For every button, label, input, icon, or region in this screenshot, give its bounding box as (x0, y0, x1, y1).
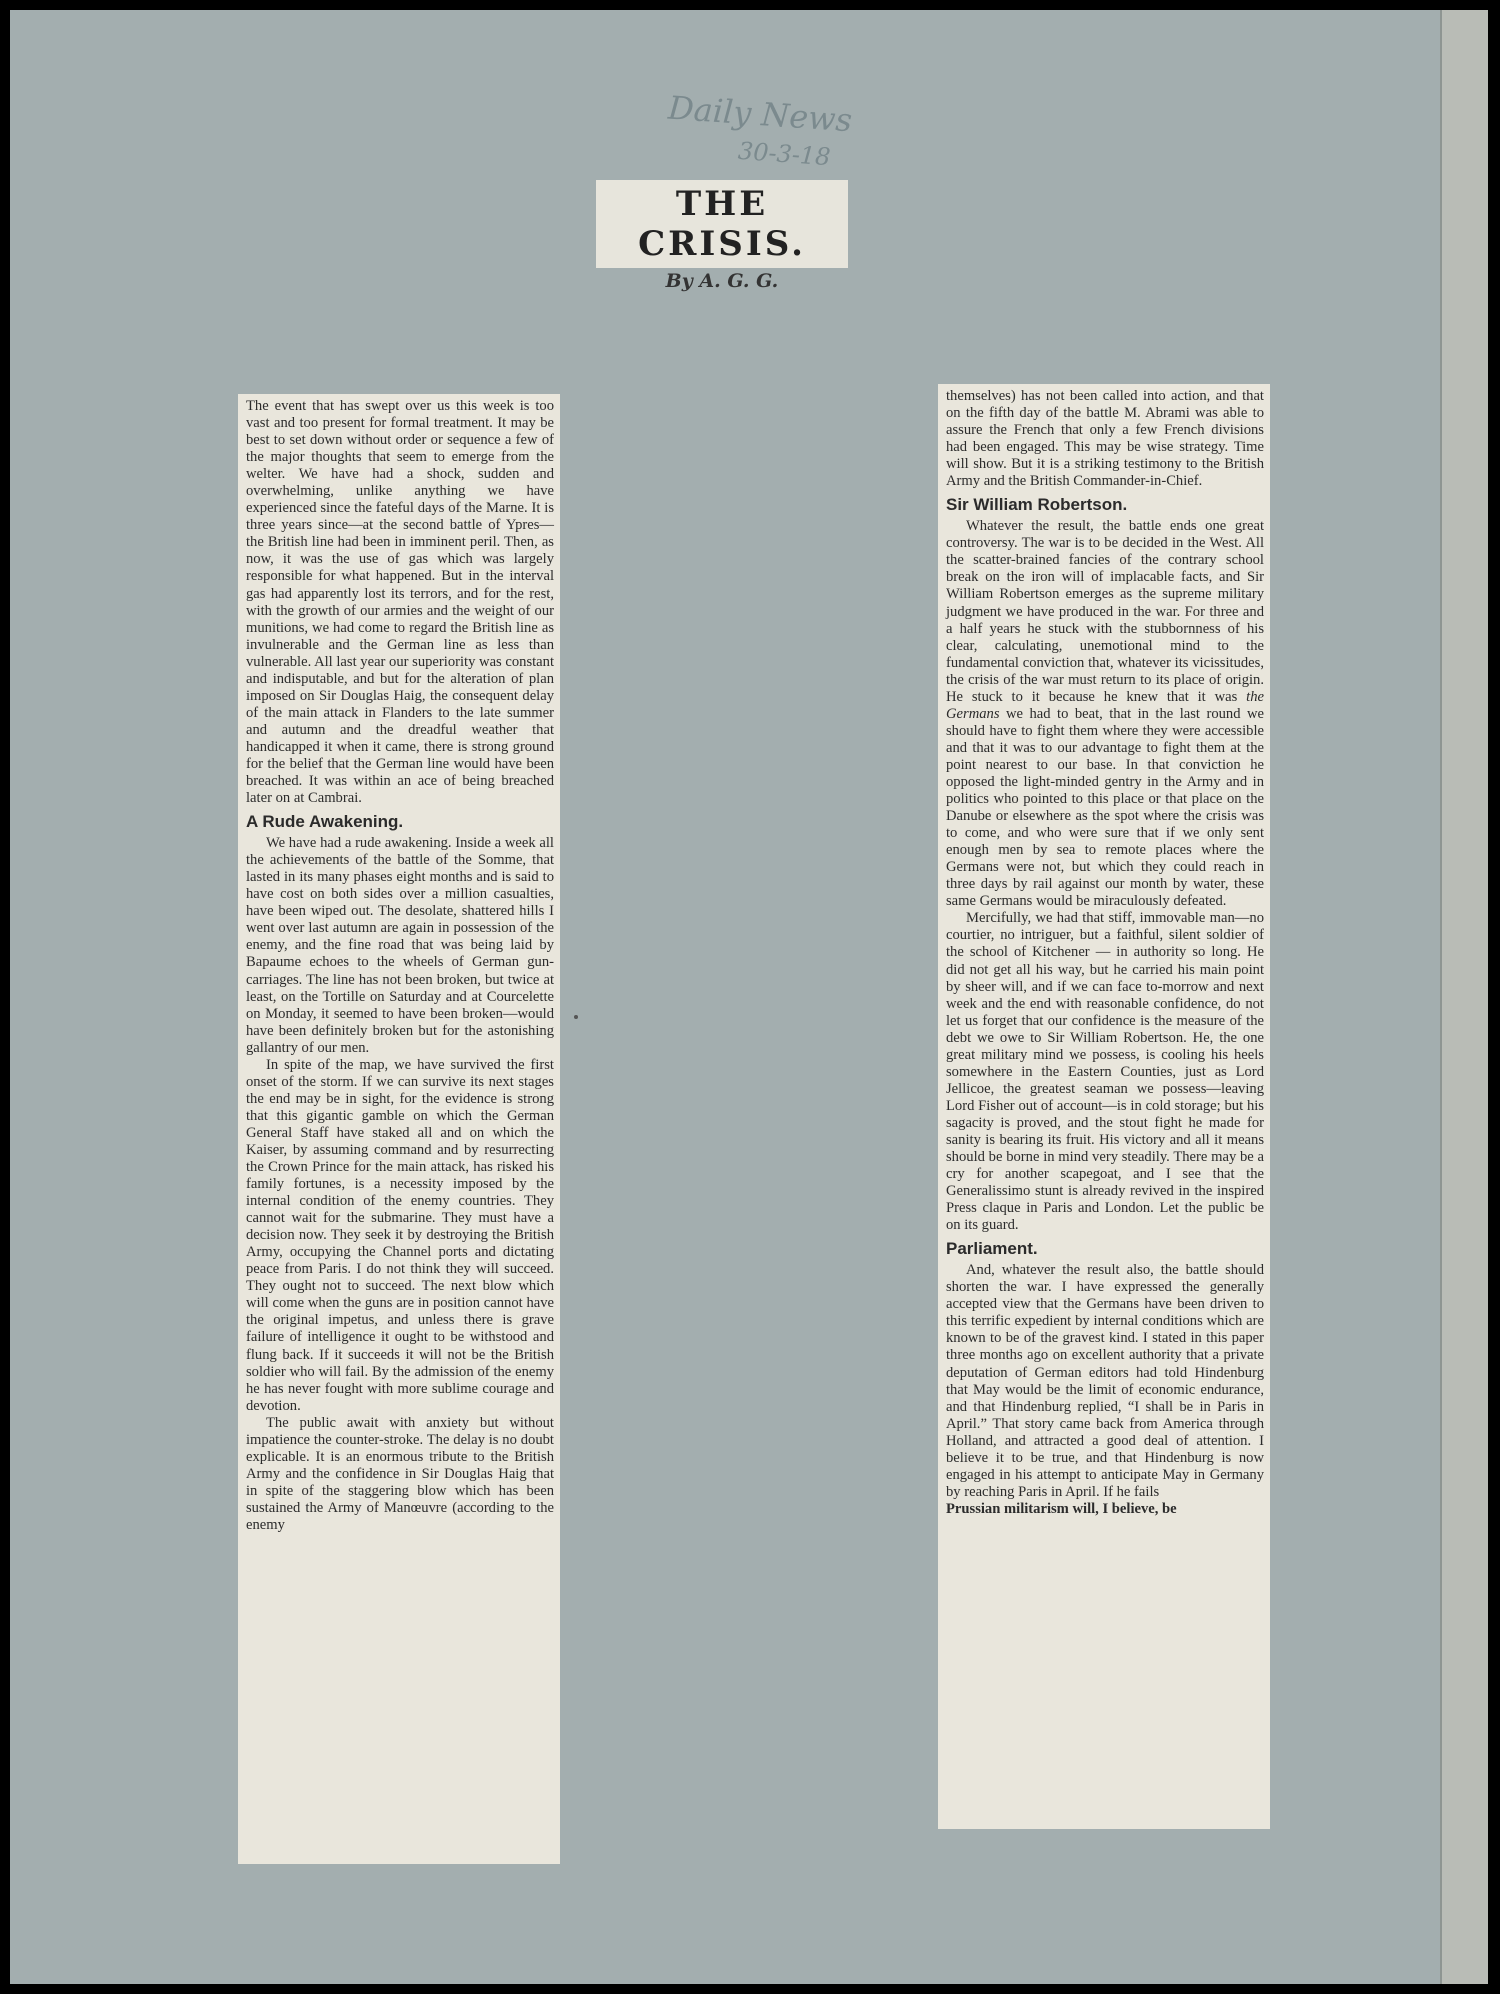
paragraph (946, 518, 1264, 910)
text-run: we had to beat, that in the last round we should have to fight them where they were accessible and that it was to our advantage to fight them at the point nearest to our base. In that conviction he opposed the light-minded gentry in the Army and in politics who pointed to this place or that place on the Danube or elsewhere as the spot where the crisis was to come, and who were sure that if we only sent enough men by sea to remote places where the Germans were not, but which they could reach in three days by rail against our month by water, these same Germans would be miraculously defeated. (946, 705, 1264, 910)
final-bold-line: Prussian militarism will, I believe, be (946, 1500, 1177, 1517)
paragraph: Mercifully, we had that stiff, immovable man—no courtier, no intriguer, but a faithful, silent soldier of the school of Kitchener — in authority so long. He did not get all his way, but he carried his main point by sheer will, and if we can face to-morrow and next week and the end with reasonable confidence, do not let us forget that our confidence is the measure of the debt we owe to Sir William Robertson. He, the one great military mind we possess, is cooling his heels somewhere in the Eastern Counties, just as Lord Jellicoe, the greatest seaman we possess—leaving Lord Fisher out of account—is in cold storage; but his sagacity is proved, and the stout fight he made for sanity is bearing its fruit. His victory and all it means should be borne in mind very steadily. There may be a cry for another scapegoat, and I see that the Generalissimo stunt is already revived in the inspired Press claque in Paris and London. Let the public be on its guard. (946, 910, 1264, 1234)
binding-spine (1440, 10, 1488, 1984)
byline: By A. G. G. (665, 270, 779, 292)
section-heading-rude-awakening: A Rude Awakening. (246, 812, 404, 832)
intro-paragraph: The event that has swept over us this week is too vast and too present for formal treatment. It may be best to set down without order or sequence a few of the major thoughts that seem to emerge from the welter. We have had a shock, sudden and overwhelming, unlike anything we have experienced since the fateful days of the Marne. It is three years since—at the second battle of Ypres—the British line had been in imminent peril. Then, as now, it was the use of gas which was largely responsible for what happened. But in the interval gas had apparently lost its terrors, and for the rest, with the growth of our armies and the weight of our munitions, we had come to regard the British line as invulnerable and the German line as less than vulnerable. All last year our superiority was constant and indisputable, and but for the alteration of plan imposed on Sir Douglas Haig, the consequent delay of the main attack in Flanders to the late summer and autumn and the dreadful weather that handicapped it when it came, there is strong ground for the belief that the German line would have been breached. It was within an ace of being breached later on at Cambrai. (246, 398, 555, 807)
handwritten-source-note: Daily News (666, 88, 854, 140)
continuation-paragraph: themselves) has not been called into action, and that on the fifth day of the battle M. Abrami was able to assure the French that only a few French divisions had been engaged. This may be wise strategy. Time will show. But it is a striking testimony to the British Army and the British Commander-in-Chief. (946, 388, 1264, 490)
italic-text: the Germans (946, 688, 1265, 722)
text-run: Whatever the result, the battle ends one great controversy. The war is to be decided in the West. All the scatter-brained fancies of the contrary school break on the iron will of implacable facts, and Sir William Robertson emerges as the supreme military judgment we have produced in the war. For three and a half years he stuck with the stubbornness of his clear, calculating, unemotional mind to the fundamental conviction that, whatever its vicissitudes, the crisis of the war must return to its place of origin. He stuck to it because he knew that it was (946, 518, 1264, 705)
paragraph: The public await with anxiety but without impatience the counter-stroke. The delay is no doubt explicable. It is an enormous tribute to the British Army and the confidence in Sir Douglas Haig that in spite of the staggering blow which has been sustained the Army of Manœuvre (according to the enemy (246, 1414, 554, 1533)
left-column-clipping (238, 394, 560, 1864)
paragraph: In spite of the map, we have survived the first onset of the storm. If we can survive its next stages the end may be in sight, for the evidence is strong that this gigantic gamble on which the German General Staff have staked all and on which the Kaiser, by assuming command and by resurrecting the Crown Prince for the main attack, has risked his family fortunes, is a necessity imposed by the internal condition of the enemy countries. They cannot wait for the submarine. They must have a decision now. They seek it by destroying the British Army, occupying the Channel ports and dictating peace from Paris. I do not think they will succeed. They ought not to succeed. The next blow which will come when the guns are in position cannot have the original impetus, and unless there is grave failure of intelligence it ought to be withstood and flung back. If it succeeds it will not be the British soldier who will fail. By the admission of the enemy he has never fought with more sublime courage and devotion. (246, 1056, 554, 1414)
headline: THE CRISIS. (638, 184, 806, 264)
section-heading-robertson: Sir William Robertson. (946, 495, 1128, 515)
handwritten-date-note: 30-3-18 (737, 136, 832, 172)
title-clipping (596, 180, 848, 292)
paragraph: We have had a rude awakening. Inside a week all the achievements of the battle of the Somme, that lasted in its many phases eight months and is said to have cost on both sides over a million casualties, have been wiped out. The desolate, shattered hills I went over last autumn are again in possession of the enemy, and the fine road that was being laid by Bapaume echoes to the wheels of German gun-carriages. The line has not been broken, but twice at least, on the Tortille on Saturday and at Courcelette on Monday, it seemed to have been broken—would have been definitely broken but for the astonishing gallantry of our men. (246, 835, 554, 1056)
right-column-clipping (938, 384, 1270, 1829)
ink-speck (574, 1015, 578, 1019)
paragraph: And, whatever the result also, the battle should shorten the war. I have expressed the generally accepted view that the Germans have been driven to this terrific expedient by internal conditions which are known to be of the gravest kind. I stated in this paper three months ago on excellent authority that a private deputation of German editors had told Hindenburg that May would be the limit of economic endurance, and that Hindenburg replied, “I shall be in Paris in April.” That story came back from America through Holland, and attracted a good deal of attention. I believe it to be true, and that Hindenburg is now engaged in his attempt to anticipate May in Germany by reaching Paris in April. If he fails (946, 1262, 1264, 1500)
section-heading-parliament: Parliament. (946, 1239, 1038, 1259)
